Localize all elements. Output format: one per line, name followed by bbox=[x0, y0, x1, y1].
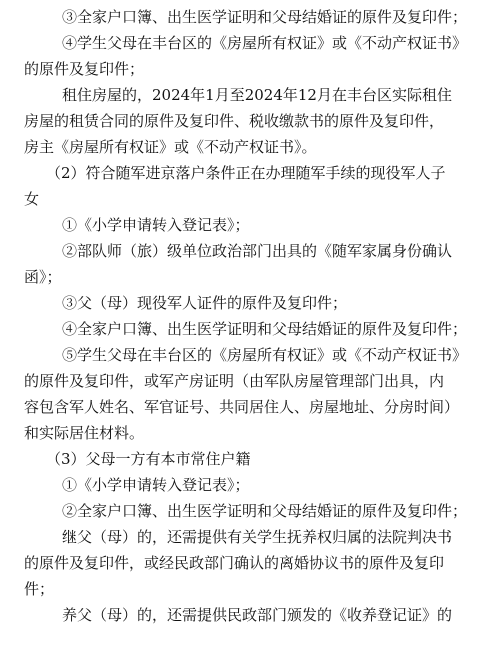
text-line-9: ①《小学申请转入登记表》； bbox=[62, 216, 250, 234]
text-line-16: 容包含军人姓名、军官证号、共同居住人、房屋地址、分房时间） bbox=[24, 398, 460, 416]
text-line-12: ③父（母）现役军人证件的原件及复印件； bbox=[62, 294, 348, 312]
text-line-23: 件； bbox=[24, 580, 55, 598]
text-line-2: ④学生父母在丰台区的《房屋所有权证》或《不动产权证书》 bbox=[62, 34, 468, 52]
text-line-4: 租住房屋的，2024年1月至2024年12月在丰台区实际租住 bbox=[62, 86, 452, 104]
text-line-11: 函》； bbox=[24, 268, 62, 286]
text-line-1: ③全家户口簿、出生医学证明和父母结婚证的原件及复印件； bbox=[62, 8, 468, 26]
text-line-24: 养父（母）的，还需提供民政部门颁发的《收养登记证》的 bbox=[62, 606, 453, 624]
text-line-20: ②全家户口簿、出生医学证明和父母结婚证的原件及复印件； bbox=[62, 502, 468, 520]
text-line-13: ④全家户口簿、出生医学证明和父母结婚证的原件及复印件； bbox=[62, 320, 468, 338]
text-line-14: ⑤学生父母在丰台区的《房屋所有权证》或《不动产权证书》 bbox=[62, 346, 468, 364]
text-line-21: 继父（母）的，还需提供有关学生抚养权归属的法院判决书 bbox=[62, 528, 453, 546]
text-line-19: ①《小学申请转入登记表》； bbox=[62, 476, 250, 494]
text-line-8: 女 bbox=[24, 190, 40, 208]
text-line-7: （2）符合随军进京落户条件正在办理随军手续的现役军人子 bbox=[46, 164, 446, 182]
text-line-18: （3）父母一方有本市常住户籍 bbox=[46, 450, 251, 468]
text-line-6: 房主《房屋所有权证》或《不动产权证书》。 bbox=[24, 138, 317, 156]
text-line-5: 房屋的租赁合同的原件及复印件、税收缴款书的原件及复印件， bbox=[24, 112, 445, 130]
text-line-10: ②部队师（旅）级单位政治部门出具的《随军家属身份确认 bbox=[62, 242, 453, 260]
text-line-15: 的原件及复印件，或军产房证明（由军队房屋管理部门出具，内 bbox=[24, 372, 445, 390]
text-line-22: 的原件及复印件，或经民政部门确认的离婚协议书的原件及复印 bbox=[24, 554, 445, 572]
text-line-3: 的原件及复印件； bbox=[24, 60, 145, 78]
text-line-17: 和实际居住材料。 bbox=[24, 424, 145, 442]
